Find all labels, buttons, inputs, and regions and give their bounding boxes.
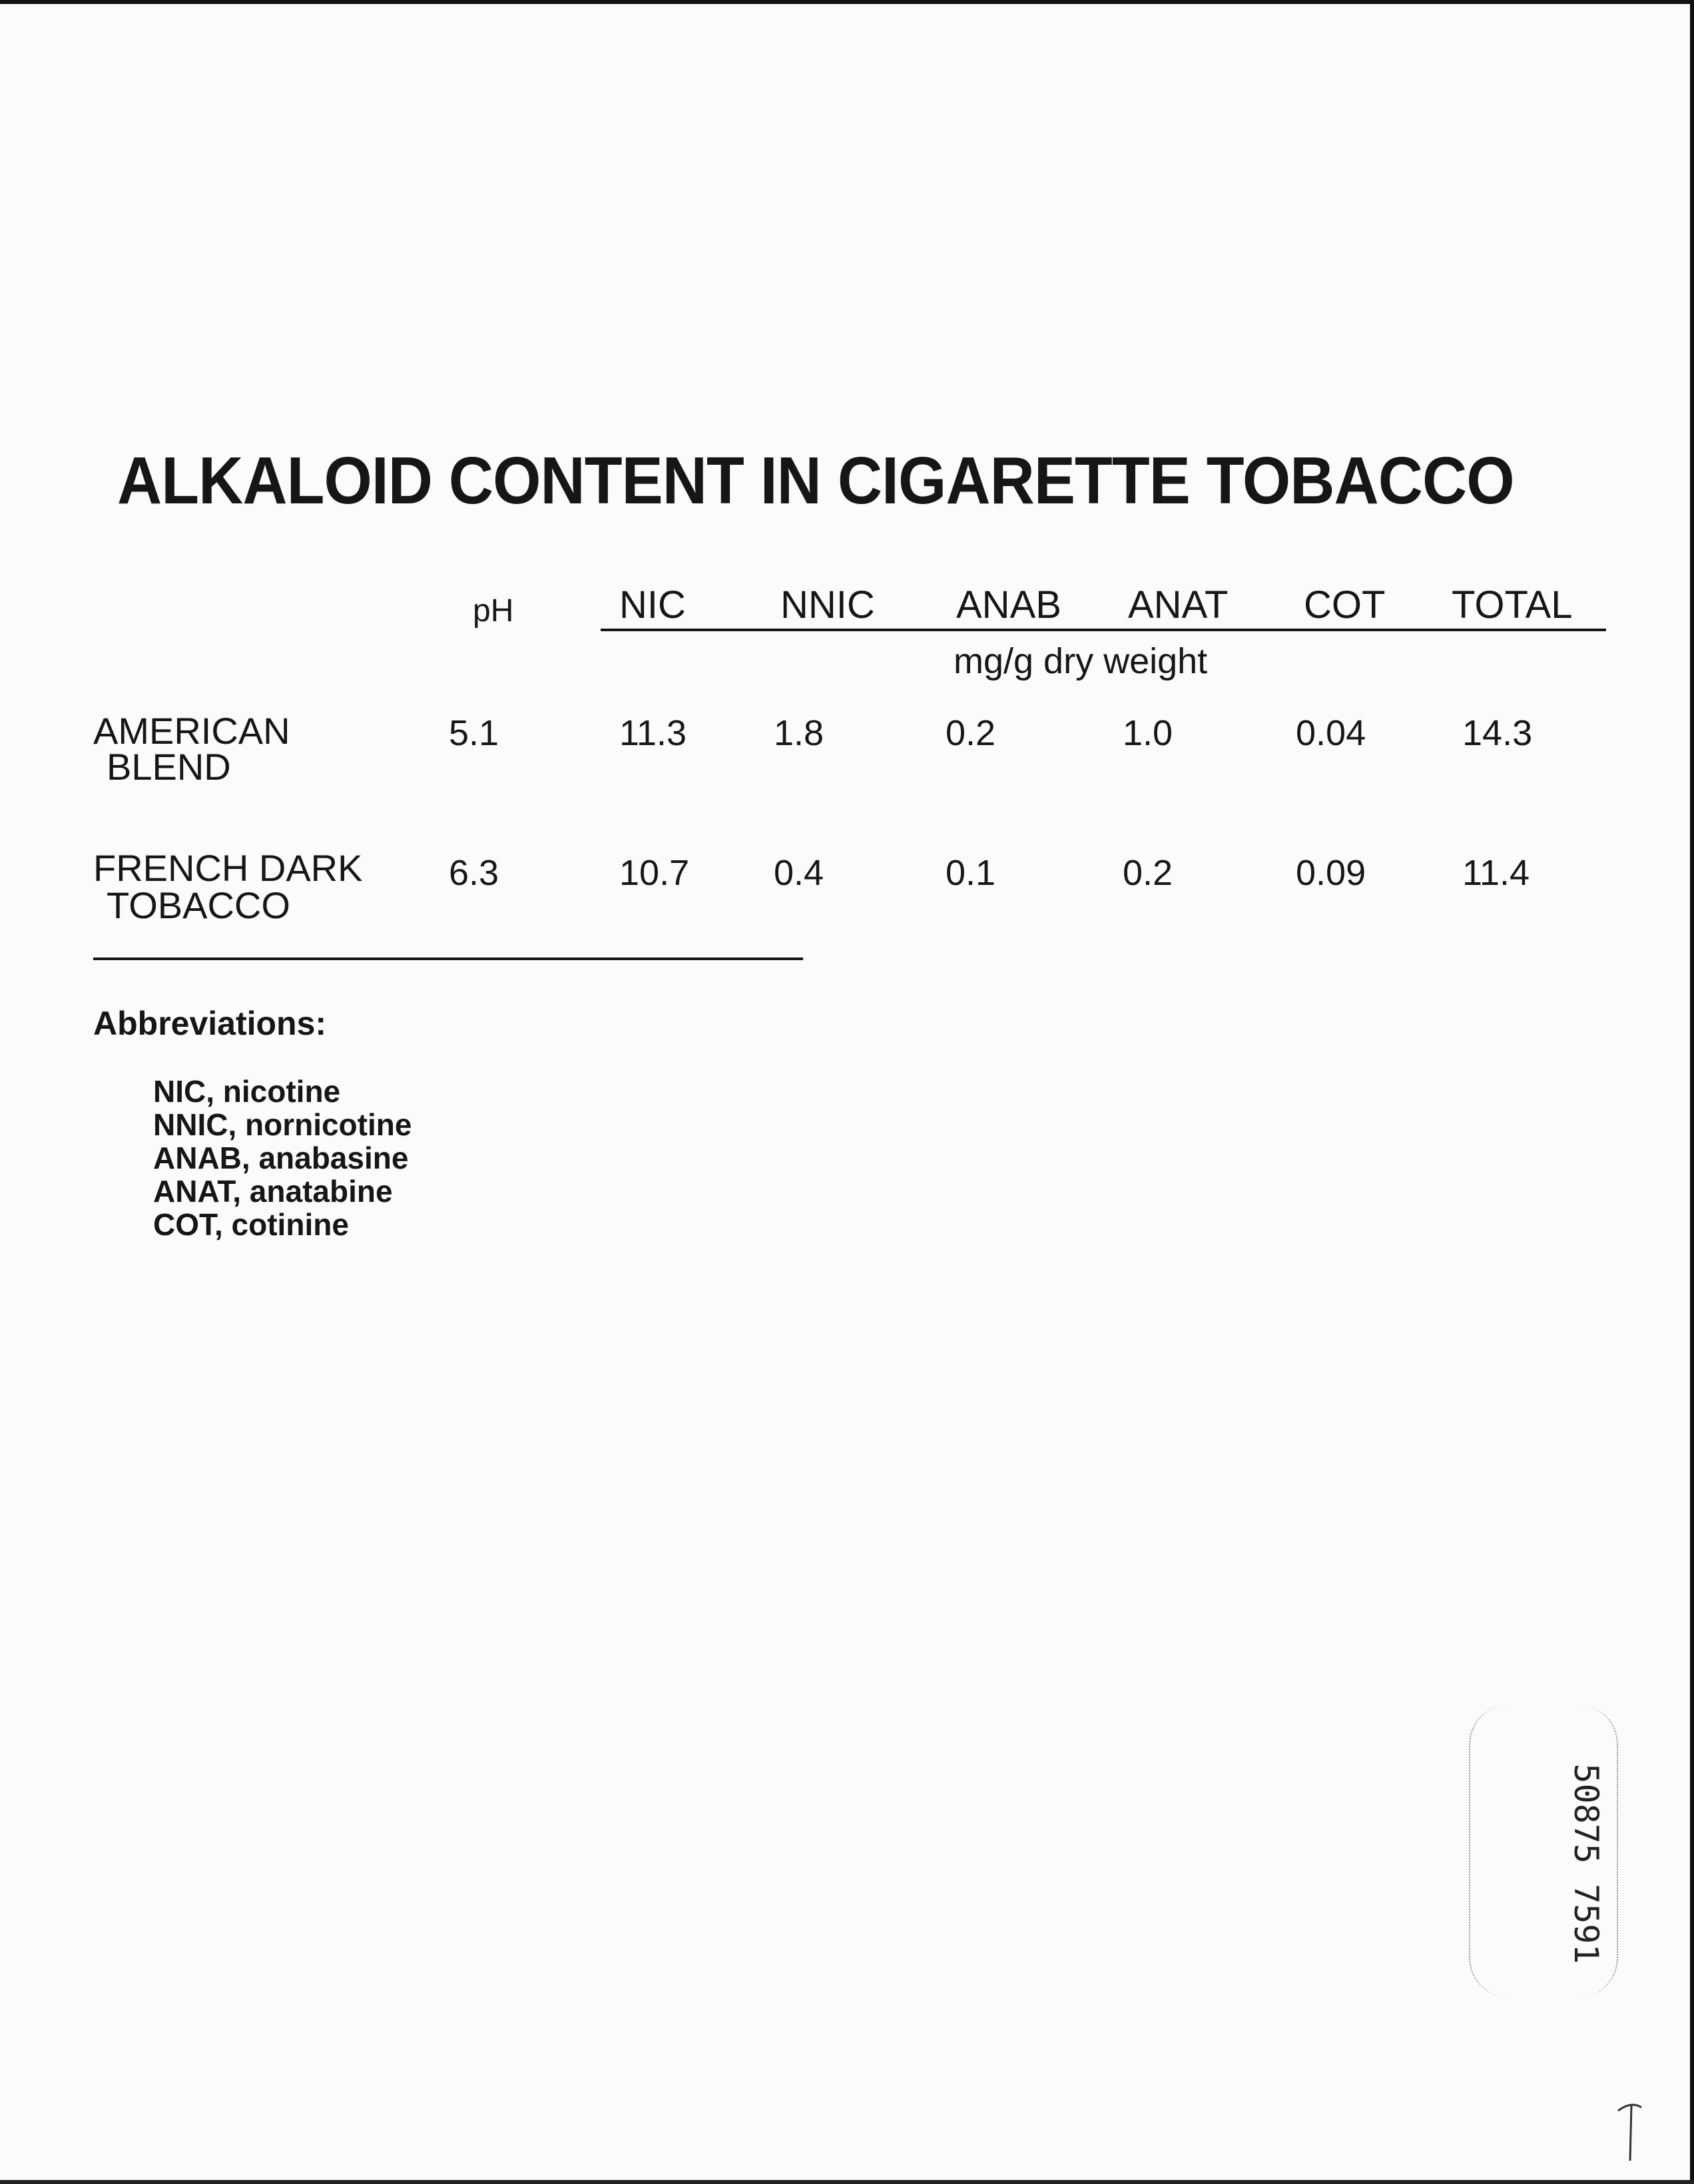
cell-nic: 11.3	[619, 713, 687, 753]
table-bottom-rule	[93, 957, 803, 960]
abbreviation-item: COT, cotinine	[153, 1207, 349, 1242]
abbreviations-list	[153, 1075, 412, 1241]
abbreviation-item: ANAT, anatabine	[153, 1174, 393, 1209]
cell-cot: 0.04	[1296, 713, 1366, 753]
column-header-cot: COT	[1304, 583, 1386, 627]
cell-anat: 0.2	[1123, 853, 1173, 893]
cell-cot: 0.09	[1296, 853, 1366, 893]
units-label: mg/g dry weight	[954, 641, 1208, 681]
cell-ph: 5.1	[449, 713, 499, 753]
handwritten-mark-icon	[1611, 2097, 1651, 2171]
abbreviation-item: NNIC, nornicotine	[153, 1107, 412, 1142]
cell-anab: 0.1	[946, 853, 996, 893]
cell-nnic: 0.4	[774, 853, 824, 893]
cell-nic: 10.7	[619, 853, 690, 893]
scan-edge-right	[1690, 0, 1694, 2184]
abbreviations-heading: Abbreviations:	[93, 1005, 327, 1042]
column-header-nic: NIC	[619, 583, 686, 627]
column-header-total: TOTAL	[1452, 583, 1573, 627]
row-label-line2: BLEND	[107, 746, 231, 788]
bates-number: 50875 7591	[1567, 1763, 1605, 1964]
cell-total: 14.3	[1462, 713, 1533, 753]
header-rule	[601, 629, 1606, 631]
abbreviation-item: NIC, nicotine	[153, 1074, 341, 1109]
cell-total: 11.4	[1462, 853, 1530, 893]
cell-nnic: 1.8	[774, 713, 824, 753]
column-header-nnic: NNIC	[780, 583, 875, 627]
row-label-line1: AMERICAN	[93, 710, 290, 752]
abbreviation-item: ANAB, anabasine	[153, 1141, 409, 1175]
page-title: ALKALOID CONTENT IN CIGARETTE TOBACCO	[117, 443, 1514, 518]
column-header-anab: ANAB	[956, 583, 1061, 627]
scan-edge-bottom	[0, 2180, 1694, 2184]
row-label-line2: TOBACCO	[107, 884, 290, 926]
column-header-anat: ANAT	[1128, 583, 1229, 627]
column-header-ph: pH	[473, 593, 514, 629]
row-label-line1: FRENCH DARK	[93, 847, 363, 889]
cell-ph: 6.3	[449, 853, 499, 893]
cell-anab: 0.2	[946, 713, 996, 753]
cell-anat: 1.0	[1123, 713, 1173, 753]
scan-edge-top	[0, 0, 1694, 4]
